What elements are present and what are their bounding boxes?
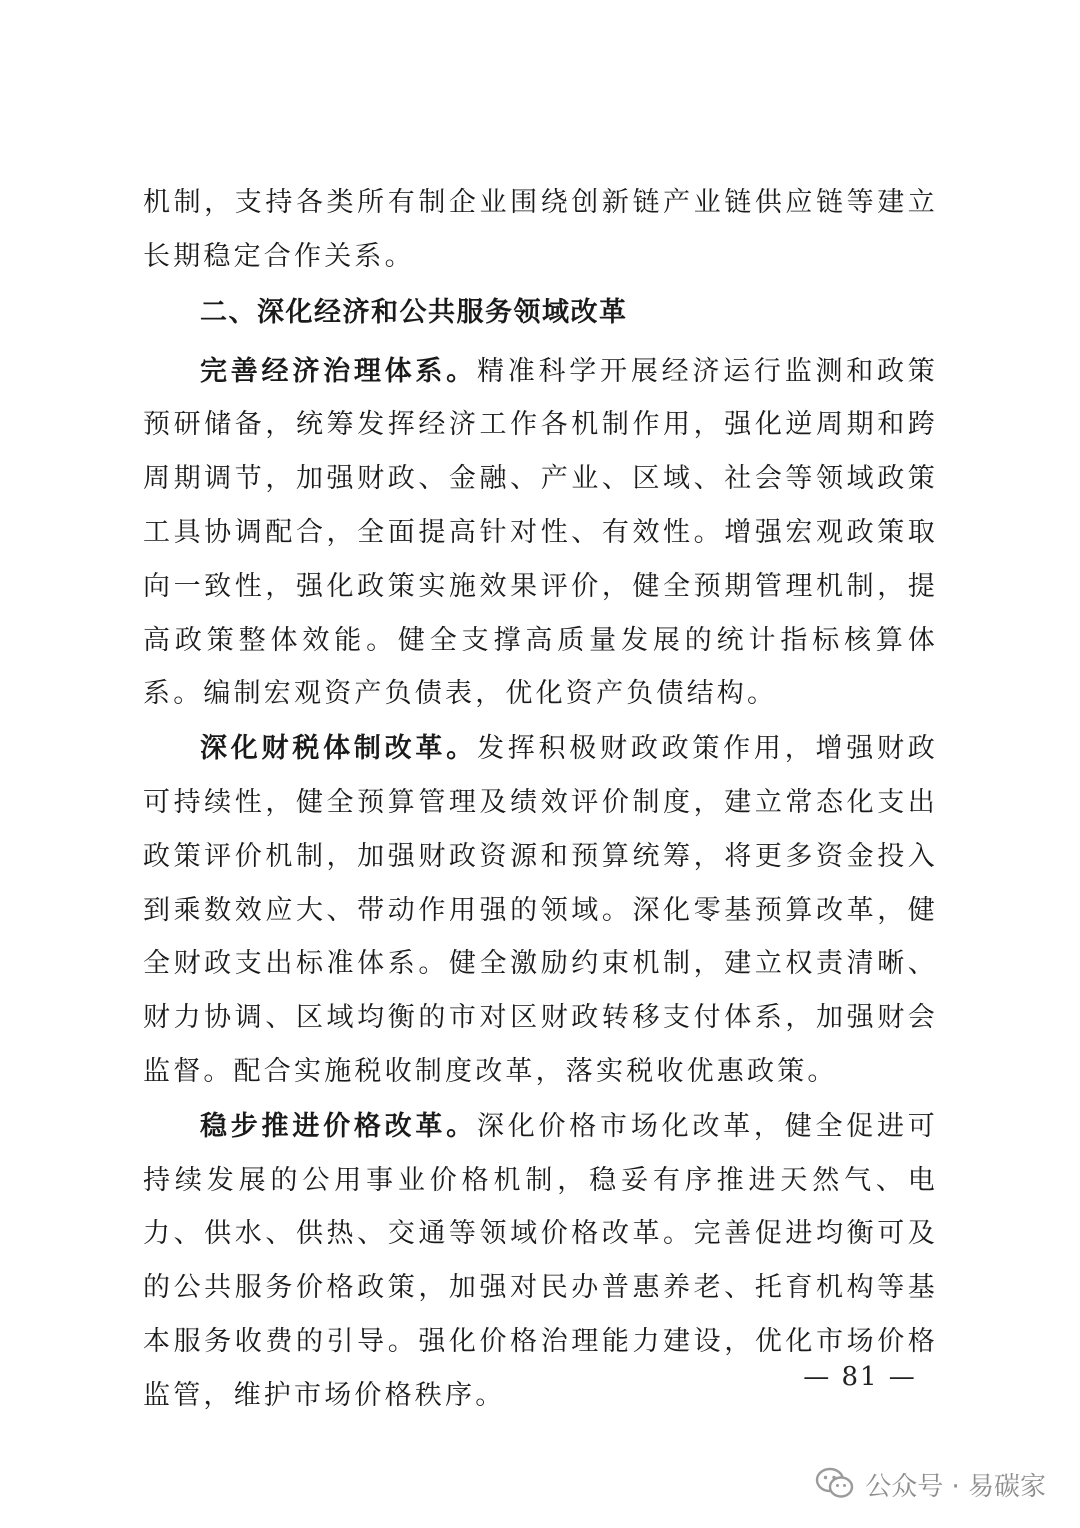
paragraph-text: 发挥积极财政政策作用，增强财政可持续性，健全预算管理及绩效评价制度，建立常态化支出政策评价机制，加强财政资源和预算统筹，将更多资金投入到乘数效应大、带动作用强的领域。深化零基预算改革，健全财政支出标准体系。健全激励约束机制，建立权责清晰、财力协调、区域均衡的市对区财政转移支付体系，加强财会监督。配合实施税收制度改革，落实税收优惠政策。: [143, 733, 938, 1087]
paragraph-lead: 稳步推进价格改革。: [200, 1110, 477, 1142]
watermark-text: 公众号 · 易碳家: [865, 1471, 1046, 1502]
paragraph-continuation: [143, 176, 938, 284]
paragraph-lead: 深化财税体制改革。: [200, 733, 477, 765]
paragraph-text: 深化价格市场化改革，健全促进可持续发展的公用事业价格机制，稳妥有序推进天然气、电力、供水、供热、交通等领域价格改革。完善促进均衡可及的公共服务价格政策，加强对民办普惠养老、托育机构等基本服务收费的引导。强化价格治理能力建设，优化市场价格监管，维护市场价格秩序。: [143, 1110, 938, 1411]
paragraph-lead: 完善经济治理体系。: [200, 355, 477, 387]
watermark: [815, 1462, 1046, 1506]
paragraph-economic-governance: [143, 345, 938, 722]
paragraph-text: 机制，支持各类所有制企业围绕创新链产业链供应链等建立长期稳定合作关系。: [143, 187, 938, 272]
document-body: [143, 176, 938, 1423]
paragraph-text: 精准科学开展经济运行监测和政策预研储备，统筹发挥经济工作各机制作用，强化逆周期和跨周期调节，加强财政、金融、产业、区域、社会等领域政策工具协调配合，全面提高针对性、有效性。增强宏观政策取向一致性，强化政策实施效果评价，健全预期管理机制，提高政策整体效能。健全支撑高质量发展的统计指标核算体系。编制宏观资产负债表，优化资产负债结构。: [143, 355, 938, 710]
page-number: — 81 —: [803, 1362, 917, 1392]
section-heading: 二、深化经济和公共服务领域改革: [200, 296, 628, 328]
wechat-icon: [815, 1467, 855, 1501]
paragraph-fiscal-reform: [143, 722, 938, 1099]
